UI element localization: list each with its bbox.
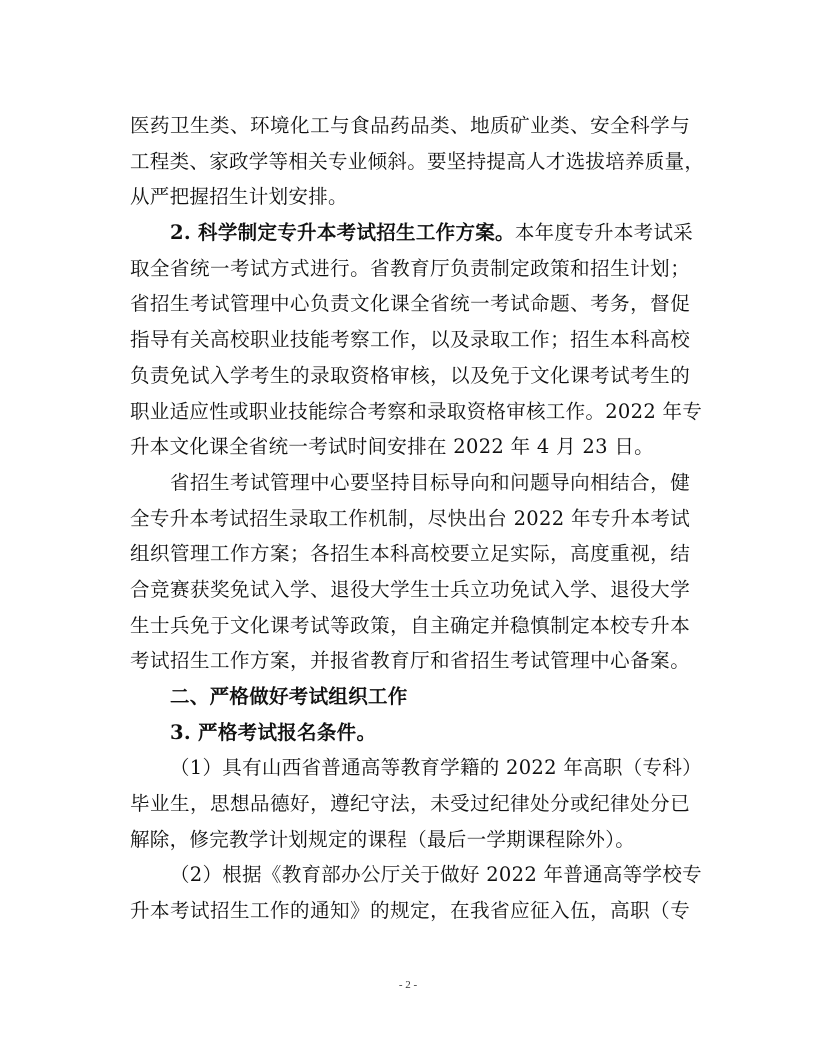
line-text: 负责免试入学考生的录取资格审核，以及免于文化课考试考生的 xyxy=(130,363,690,387)
text-line xyxy=(130,394,703,430)
text-line xyxy=(130,679,690,715)
text-line xyxy=(130,215,694,251)
text-line xyxy=(130,322,690,358)
line-text: 省招生考试管理中心要坚持目标导向和问题导向相结合，健 xyxy=(170,470,690,494)
text-line xyxy=(130,893,690,929)
text-line xyxy=(130,572,690,608)
line-text: 指导有关高校职业技能考察工作，以及录取工作；招生本科高校 xyxy=(130,328,690,352)
line-text: （2）根据《教育部办公厅关于做好 2022 年普通高等学校专 xyxy=(170,863,702,887)
line-text: 考试招生工作方案，并报省教育厅和省招生考试管理中心备案。 xyxy=(130,649,690,673)
text-line xyxy=(130,750,702,786)
line-text: 本年度专升本考试采 xyxy=(514,221,694,245)
line-text: 毕业生，思想品德好，遵纪守法，未受过纪律处分或纪律处分已 xyxy=(130,792,690,816)
text-line xyxy=(130,108,690,144)
line-text: 从严把握招生计划安排。 xyxy=(130,185,348,209)
text-line xyxy=(130,429,690,465)
text-line xyxy=(130,286,690,322)
page-number: - 2 - xyxy=(398,979,418,991)
bold-heading: 二、严格做好考试组织工作 xyxy=(170,685,408,708)
text-line xyxy=(130,179,690,215)
bold-heading: 3. 严格考试报名条件。 xyxy=(170,720,377,744)
text-line xyxy=(130,643,690,679)
text-line xyxy=(130,857,702,893)
line-text: 解除，修完教学计划规定的课程（最后一学期课程除外）。 xyxy=(130,827,636,851)
text-line xyxy=(130,715,690,751)
line-text: 升本考试招生工作的通知》的规定，在我省应征入伍，高职（专 xyxy=(130,899,690,923)
text-line xyxy=(130,536,690,572)
text-line xyxy=(130,358,690,394)
line-text: 工程类、家政学等相关专业倾斜。要坚持提高人才选拔培养质量， xyxy=(130,149,705,173)
text-line xyxy=(130,465,690,501)
text-line xyxy=(130,608,690,644)
text-line xyxy=(130,144,705,180)
line-text: 生士兵免于文化课考试等政策，自主确定并稳慎制定本校专升本 xyxy=(130,613,690,637)
text-line xyxy=(130,251,690,287)
line-text: 组织管理工作方案；各招生本科高校要立足实际，高度重视，结 xyxy=(130,542,690,566)
text-line xyxy=(130,822,690,858)
line-text: 职业适应性或职业技能综合考察和录取资格审核工作。2022 年专 xyxy=(130,399,703,423)
line-text: 取全省统一考试方式进行。省教育厅负责制定政策和招生计划； xyxy=(130,256,690,280)
line-text: 合竞赛获奖免试入学、退役大学生士兵立功免试入学、退役大学 xyxy=(130,577,690,601)
bold-heading: 2. 科学制定专升本考试招生工作方案。 xyxy=(170,221,515,245)
text-line xyxy=(130,501,690,537)
line-text: （1）具有山西省普通高等教育学籍的 2022 年高职（专科） xyxy=(170,756,702,780)
text-line xyxy=(130,786,690,822)
line-text: 省招生考试管理中心负责文化课全省统一考试命题、考务，督促 xyxy=(130,292,690,316)
line-text: 升本文化课全省统一考试时间安排在 2022 年 4 月 23 日。 xyxy=(130,435,654,459)
body-text xyxy=(130,108,705,929)
line-text: 全专升本考试招生录取工作机制，尽快出台 2022 年专升本考试 xyxy=(130,506,690,530)
line-text: 医药卫生类、环境化工与食品药品类、地质矿业类、安全科学与 xyxy=(130,114,690,137)
